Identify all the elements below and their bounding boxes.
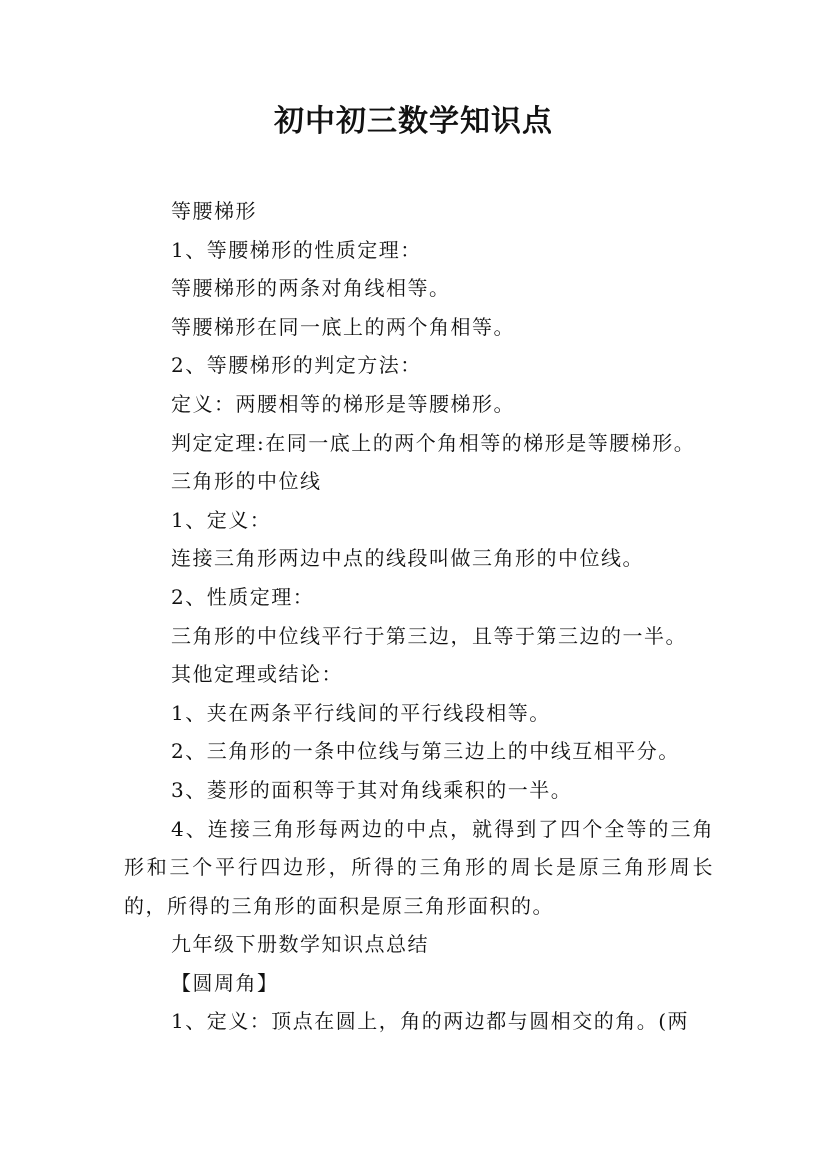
paragraph-section-grade9: 九年级下册数学知识点总结 [171,932,429,957]
document-body [124,192,714,1041]
paragraph-criteria-heading: 2、等腰梯形的判定方法： [171,353,422,378]
paragraph: 1、定义：顶点在圆上，角的两边都与圆相交的角。(两 [171,1009,690,1034]
paragraph-theorem-heading: 2、性质定理： [171,584,315,609]
paragraph: 3、菱形的面积等于其对角线乘积的一半。 [171,777,573,802]
paragraph-definition-heading: 1、定义： [171,507,272,532]
paragraph: 判定定理:在同一底上的两个角相等的梯形是等腰梯形。 [171,430,696,455]
paragraph-multiline: 4、连接三角形每两边的中点，就得到了四个全等的三角形和三个平行四边形，所得的三角形的周长是原三角形周长的，所得的三角形的面积是原三角形面积的。 [124,816,714,918]
paragraph: 三角形的中位线平行于第三边，且等于第三边的一半。 [171,623,687,648]
paragraph: 等腰梯形在同一底上的两个角相等。 [171,314,515,339]
paragraph-other-conclusions-heading: 其他定理或结论： [171,662,343,687]
paragraph-section-isosceles-trapezoid: 等腰梯形 [171,199,257,223]
paragraph: 定义：两腰相等的梯形是等腰梯形。 [171,391,515,416]
paragraph: 等腰梯形的两条对角线相等。 [171,276,451,301]
document-title: 初中初三数学知识点 [274,104,553,139]
paragraph-property-heading: 1、等腰梯形的性质定理： [171,237,422,262]
paragraph: 连接三角形两边中点的线段叫做三角形的中位线。 [171,546,644,571]
paragraph-inscribed-angle-heading: 【圆周角】 [171,970,279,995]
paragraph: 2、三角形的一条中位线与第三边上的中线互相平分。 [171,739,680,764]
paragraph: 1、夹在两条平行线间的平行线段相等。 [171,700,551,725]
paragraph-section-midline: 三角形的中位线 [171,469,322,494]
